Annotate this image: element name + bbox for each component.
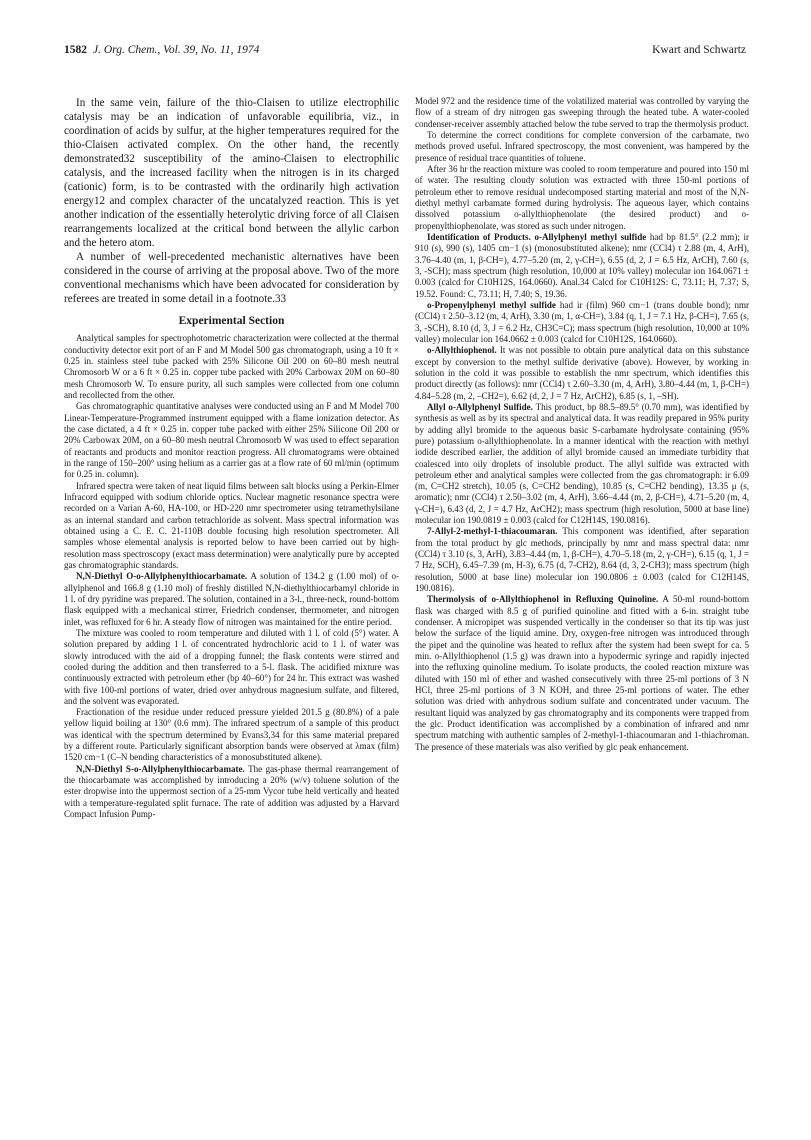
compound-title: 7-Allyl-2-methyl-1-thiacoumaran.: [427, 526, 558, 537]
header-authors: Kwart and Schwartz: [652, 44, 746, 56]
compound-text: had bp 81.5° (2.2 mm); ir 910 (s), 990 (s), 1405 cm−1 (s) (monosubstituted alkene); nmr (CCl4) τ 2.88 (m, 4, ArH), 3.76–4.40 (m, 1, β-CH=), 4.77–5.20 (m, 2, γ-CH=), 6.55 (d, 2, J = 6.5 Hz, ArCH), 7.60 (s, 3, -SCH); mass spectrum (high resolution, 10,000 at 10% valley) molecular ion 164.0671 ± 0.003 (calcd for C10H12S, 164.0660). Anal.34 Calcd for C10H12S: C, 73.11; H, 7.37; S, 19.52. Found: C, 73.11; H, 7.40; S, 19.36.: [415, 231, 749, 299]
compound-text: The gas-phase thermal rearrangement of the thiocarbamate was accomplished by introducing a 20% (w/v) toluene solution of the ester dropwise into the uppermost section of a 25-mm Vycor tube held vertically and heated with a temperature-regulated split furnace. The rate of addition was adjusted by a Harvard Compact Infusion Pump-: [64, 763, 399, 820]
compound-title: o-Allylthiophenol.: [427, 345, 497, 356]
compound-paragraph: [64, 764, 399, 821]
compound-title: N,N-Diethyl S-o-Allylphenylthiocarbamate.: [76, 763, 245, 774]
compound-paragraph: [64, 571, 399, 628]
compound-text: It was not possible to obtain pure analytical data on this substance except by conversion to the methyl sulfide derivative (above). However, by working in solution in the cold it was possible to establish the nmr spectrum, which identifies this product directly (as follows): nmr (CCl4) τ 2.60–3.30 (m, 4, ArH), 3.80–4.44 (m, 1, β-CH=) 4.84–5.28 (m, 2, –CH2=), 6.62 (d, 2, J = 7 Hz, ArCH2), 6.85 (s, 1, –SH).: [415, 345, 750, 401]
compound-text: This component was identified, after separation from the total product by glc methods, principally by nmr and mass spectral data: nmr (CCl4) τ 3.10 (s, 3, ArH), 3.83–4.44 (m, 1, β-CH=), 4.70–5.18 (m, 2, γ-CH=), 6.15 (q, 1, J = 7 Hz, SCH), 6.45–7.39 (m, H-3), 6.75 (d, 7-CH2), 8.64 (d, 3, 2-CH3); mass spectrum (high resolution, 5000 at base line) molecular ion 190.0806 ± 0.003 (calcd for C12H14S, 190.0816).: [415, 526, 749, 594]
compound-paragraph: [415, 402, 749, 527]
compound-paragraph: [415, 232, 749, 300]
paragraph: Model 972 and the residence time of the volatilized material was controlled by varying the flow of a stream of dry nitrogen gas sweeping through the heated tube. A water-cooled condenser-receiver assembly attached below the tube served to trap the thermolysis product.: [415, 96, 749, 129]
paragraph: Infrared spectra were taken of neat liquid films between salt blocks using a Perkin-Elmer Infracord equipped with sodium chloride optics. Nuclear magnetic resonance spectra were recorded on a Varian A-60, HA-100, or HD-220 nmr spectrometer using tetramethylsilane as an internal standard and carbon tetrachloride as solvent. Mass spectral information was obtained using a C. E. C. 21-110B double focusing high resolution spectrometer. All samples whose elemental analysis is reported below to have been carried out by high-resolution mass spectroscopy (exact mass determination) were analytically pure by accepted gas chromatographic standards.: [64, 480, 399, 570]
paragraph: Gas chromatographic quantitative analyses were conducted using an F and M Model 700 Linear-Temperature-Programmed instrument equipped with a flame ionization detector. As the case dictated, a 4 ft × 0.25 in. copper tube packed with either 25% Silicone Oil 200 or 20% Carbowax 20M, on a 60–80 mesh neutral Chromosorb W was used to effect separation of reactants and products and monitor reaction progress. All chromatograms were obtained in the range of 150–200° using helium as a carrier gas at a flow rate of 60 ml/min (optimum for 0.25 in. column).: [64, 401, 399, 480]
section-heading: Experimental Section: [178, 315, 285, 327]
left-column: [64, 96, 399, 820]
paragraph: The mixture was cooled to room temperature and diluted with 1 l. of cold (5°) water. A solution prepared by adding 1 l. of concentrated hydrochloric acid to 1 l. of water was slowly introduced with the aid of a dropping funnel; the flask contents were stirred and cooled during the addition and then transferred to a 5-l. flask. The acidified mixture was continuously extracted with petroleum ether (bp 40–60°) for 24 hr. This extract was washed with five 100-ml portions of water, dried over anhydrous magnesium sulfate, and filtered, and the solvent was evaporated.: [64, 627, 399, 706]
journal-citation: J. Org. Chem., Vol. 39, No. 11, 1974: [93, 44, 260, 56]
compound-title: Identification of Products. o-Allylphenyl methyl sulfide: [427, 231, 647, 242]
page-number: 1582: [64, 44, 87, 56]
paragraph: In the same vein, failure of the thio-Claisen to utilize electrophilic catalysis may be an indication of unfavorable equilibria, viz., in coordination of acids by sulfur, at the higher temperatures required for the thio-Claisen activated complex. On the other hand, the recently demonstrated32 susceptibility of the amino-Claisen to electrophilic catalysis, and the increased facility when the nitrogen is in its charged (cationic) form, is to be contrasted with the ordinarily high activation energy12 and complex character of the uncatalyzed reaction. This is yet another indication of the essentially heterolytic driving force of all Claisen rearrangements localized at the critical bond between the allylic carbon and the hetero atom.: [64, 97, 399, 249]
compound-text: This product, bp 88.5–89.5° (0.70 mm), was identified by synthesis as well as by its spectral and analytical data. It was readily prepared in 95% purity by adding allyl bromide to the aqueous basic S-carbamate hydrolysate containing (95% pure) potassium o-allylthiophenolate. In a manner identical with the reaction with methyl iodide described earlier, the addition of allyl bromide caused an immediate turbidity that coalesced into oily droplets of insoluble product. The allyl sulfide was extracted with petroleum ether and analytical samples were collected from the gas chromatograph: ir 6.09 (m, C=CH2 stretch), 10.05 (s, C=CH2 bending), 10.85 (s, C=CH2 bending), 13.35 μ (s, aromatic); nmr (CCl4) τ 2.50–3.02 (m, 4, ArH), 3.66–4.44 (m, 2, β-CH=), 4.71–5.20 (m, 4, γ-CH=), 6.43 (d, 2, J = 4.7 Hz, ArCH2); mass spectrum (high resolution, 5000 at base line) molecular ion 190.0819 ± 0.003 (calcd for C12H14S, 190.0816).: [415, 401, 750, 526]
paragraph: Fractionation of the residue under reduced pressure yielded 201.5 g (80.8%) of a pale yellow liquid boiling at 130° (0.6 mm). The infrared spectrum of a sample of this product was identical with the spectrum determined by Evans3,34 for this same material prepared by a different route. Particularly significant absorption bands were observed at λmax (film) 1520 cm−1 (C–N bending characteristics of a monosubstituted alkene).: [64, 707, 399, 763]
compound-title: o-Propenylphenyl methyl sulfide: [427, 299, 556, 310]
running-header: [64, 44, 746, 62]
right-column: [415, 96, 749, 753]
compound-paragraph: [415, 594, 749, 753]
compound-title: Allyl o-Allylphenyl Sulfide.: [427, 401, 533, 412]
paragraph: A number of well-precedented mechanistic alternatives have been considered in the course of arriving at the proposal above. Two of the more conventional mechanisms which have been advocated for consideration by referees are treated in some detail in a footnote.33: [64, 251, 399, 305]
compound-paragraph: [415, 526, 749, 594]
compound-text: A 50-ml round-bottom flask was charged with 8.5 g of purified quinoline and fitted with a 6-in. straight tube condenser. A micropipet was suspended vertically in the condenser so that its tip was just below the surface of the liquid amine. Dry, oxygen-free nitrogen was introduced through the pipet and the quinoline was heated to reflux after the system had been swept for ca. 5 min. o-Allylthiophenol (1.5 g) was drawn into a hypodermic syringe and rapidly injected into the refluxing quinoline medium. To isolate products, the cooled reaction mixture was diluted with 150 ml of ether and washed consecutively with three 25-ml portions of 3 N HCl, three 25-ml portions of 3 N KOH, and three 25-ml portions of water. The ether solution was dried with anhydrous sodium sulfate and concentrated under vacuum. The resultant liquid was analyzed by gas chromatography and its components were trapped from the glc. Product identification was accomplished by a combination of infrared and nmr spectrum matching with authentic samples of 2-methyl-1-thiacoumaran and 1-thiachroman. The presence of these materials was also verified by glc peak enhancement.: [415, 594, 750, 752]
compound-title: Thermolysis of o-Allylthiophenol in Refluxing Quinoline.: [427, 594, 659, 605]
paragraph: To determine the correct conditions for complete conversion of the carbamate, two methods proved useful. Infrared spectroscopy, the most convenient, was hampered by the presence of residual trace quantities of toluene.: [415, 129, 749, 163]
header-left: [64, 44, 259, 56]
compound-title: N,N-Diethyl O-o-Allylphenylthiocarbamate.: [76, 571, 248, 582]
compound-paragraph: [415, 345, 749, 402]
compound-text: had ir (film) 960 cm−1 (trans double bond); nmr (CCl4) τ 2.50–3.12 (m, 4, ArH), 3.30 (m, 1, α-CH=), 3.84 (q, 1, J = 7.1 Hz, β-CH=), 7.65 (s, 3, -SCH), 8.10 (d, 3, J = 6.2 Hz, CH3C=C); mass spectrum (high resolution, 10,000 at 10% valley) molecular ion 164.0662 ± 0.003 (calcd for C10H12S, 164.0660).: [415, 299, 750, 344]
paragraph: Analytical samples for spectrophotometric characterization were collected at the thermal conductivity detector exit port of an F and M Model 500 gas chromatograph, using a 10 ft × 0.25 in. stainless steel tube packed with 25% Silicone Oil 200 on 60–80 mesh neutral Chromosorb W or a 6 ft × 0.25 in. copper tube packed with 20% Carbowax 20M on 60–80 mesh Chromosorb W. To ensure purity, all such samples were collected from one column and recollected from the other.: [64, 333, 399, 400]
discussion-text: [64, 96, 399, 306]
compound-text: A solution of 134.2 g (1.00 mol) of o-allylphenol and 166.8 g (1.10 mol) of freshly distilled N,N-diethylthiocarbamyl chloride in 1 l. of dry pyridine was prepared. The solution, contained in a 3-l., three-neck, round-bottom flask equipped with a mechanical stirrer, Friedrich condenser, thermometer, and nitrogen inlet, was refluxed for 6 hr. A steady flow of nitrogen was maintained for the entire period.: [64, 571, 400, 627]
paragraph: After 36 hr the reaction mixture was cooled to room temperature and poured into 150 ml of water. The resulting cloudy solution was extracted with three 150-ml portions of petroleum ether to remove residual undecomposed starting material and most of the N,N-diethyl methyl carbamate formed during hydrolysis. The aqueous layer, which contains dissolved potassium o-allylthiophenolate (the desired product) and o-propenylthiophenolate, was stored as such under nitrogen.: [415, 163, 749, 231]
compound-paragraph: [415, 300, 749, 345]
